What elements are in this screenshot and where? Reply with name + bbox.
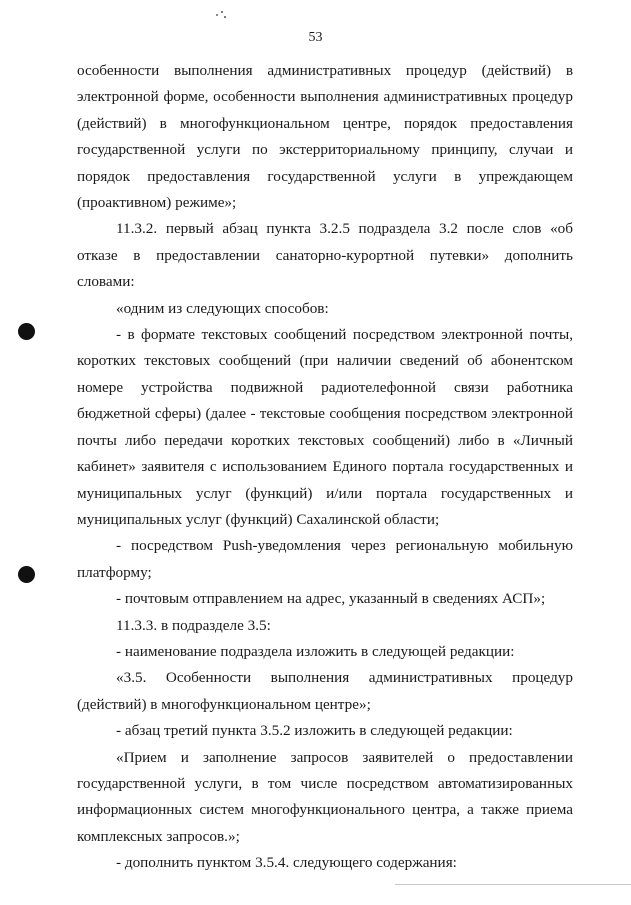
paragraph: - наименование подраздела изложить в следующей редакции: <box>116 642 515 660</box>
paragraph: - в формате текстовых сообщений посредством электронной почты, коротких текстовых сообщений (при наличии сведений об абонентском номере устройства подвижной радиотелефонной связи работника бюджетной сферы) (далее - текстовые сообщения посредством электронной почты либо передачи коротких текстовых сообщений) либо в «Личный кабинет» заявителя с использованием Единого портала государственных и муниципальных услуг (функций) и/или портала государственных и муниципальных услуг (функций) Сахалинской области; <box>77 326 573 528</box>
page-number: 53 <box>308 30 323 45</box>
paragraph: - дополнить пунктом 3.5.4. следующего содержания: <box>116 854 457 872</box>
document-body <box>77 58 573 877</box>
paragraph: особенности выполнения административных процедур (действий) в электронной форме, особенности выполнения административных процедур (действий) в многофункциональном центре, порядок предоставления государственной услуги по экстерриториальному принципу, случаи и порядок предоставления государственной услуги в упреждающем (проактивном) режиме»; <box>77 62 573 212</box>
paragraph: «3.5. Особенности выполнения административных процедур (действий) в многофункциональном центре»; <box>77 669 573 713</box>
scan-speck <box>221 11 223 13</box>
scan-speck <box>216 14 218 16</box>
scan-edge-line <box>395 884 631 885</box>
paragraph: «одним из следующих способов: <box>116 299 329 317</box>
scan-speck <box>224 16 226 18</box>
paragraph: - посредством Push-уведомления через региональную мобильную платформу; <box>77 537 573 581</box>
paragraph: «Прием и заполнение запросов заявителей о предоставлении государственной услуги, в том числе посредством автоматизированных информационных систем многофункционального центра, а также приема комплексных запросов.»; <box>77 748 573 845</box>
paragraph: 11.3.2. первый абзац пункта 3.2.5 подраздела 3.2 после слов «об отказе в предоставлении санаторно-курортной путевки» дополнить словами: <box>77 220 573 291</box>
paragraph: 11.3.3. в подразделе 3.5: <box>116 616 271 634</box>
paragraph: - почтовым отправлением на адрес, указанный в сведениях АСП»; <box>116 590 546 608</box>
punch-hole <box>18 566 35 583</box>
paragraph: - абзац третий пункта 3.5.2 изложить в следующей редакции: <box>116 722 513 740</box>
punch-hole <box>18 323 35 340</box>
